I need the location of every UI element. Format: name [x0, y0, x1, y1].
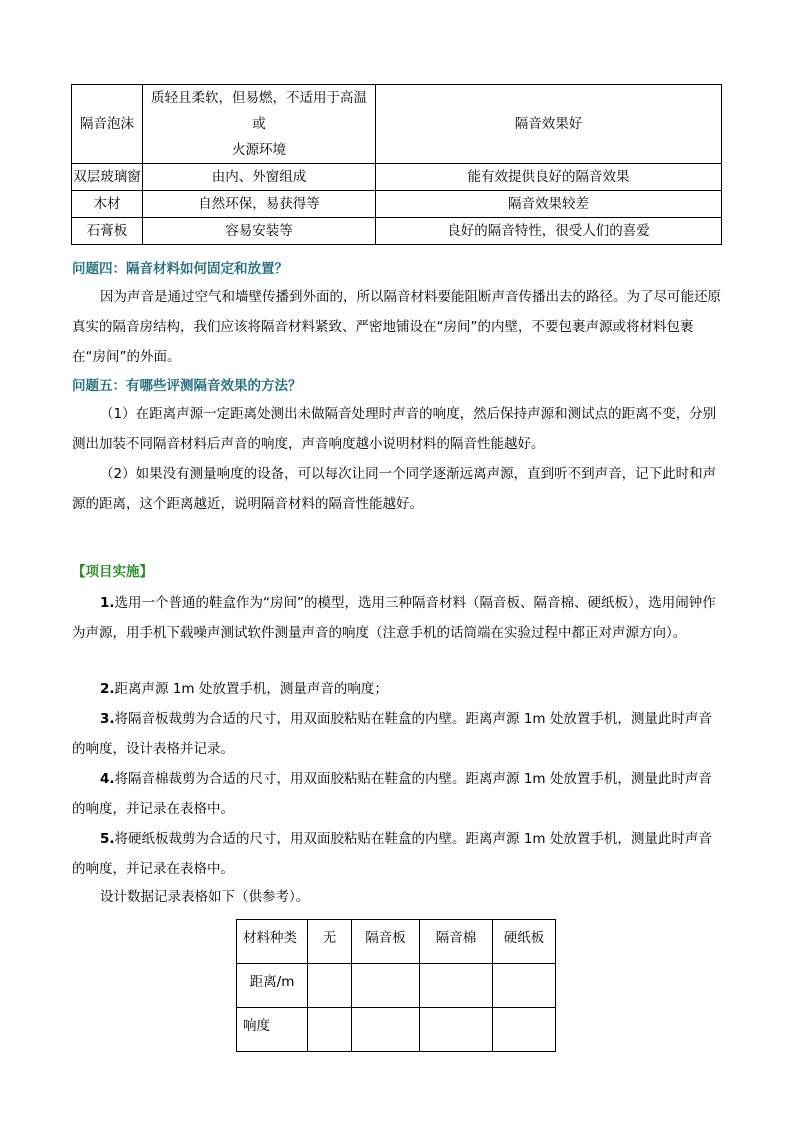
record-row-label: 响度	[237, 1008, 308, 1052]
material-desc-cell: 由内、外窗组成	[143, 164, 376, 191]
step-3	[72, 704, 722, 764]
record-empty-cell	[308, 964, 352, 1008]
material-name-cell: 木材	[72, 191, 143, 218]
table-row	[72, 218, 722, 245]
material-effect-cell: 隔音效果较差	[376, 191, 722, 218]
table-row	[72, 191, 722, 218]
material-desc-cell: 容易安装等	[143, 218, 376, 245]
question-five-answer-1: （1）在距离声源一定距离处测出未做隔音处理时声音的响度，然后保持声源和测试点的距离不变，分别测出加装不同隔音材料后声音的响度，声音响度越小说明材料的隔音性能越好。	[72, 406, 717, 452]
step-text: 将硬纸板裁剪为合适的尺寸，用双面胶粘贴在鞋盒的内壁。距离声源 1m 处放置手机，测量此时声音的响度，并记录在表格中。	[72, 831, 712, 877]
table-row	[72, 164, 722, 191]
table-row	[237, 964, 556, 1008]
table-row	[237, 920, 556, 964]
record-header-cell: 隔音棉	[420, 920, 493, 964]
record-empty-cell	[352, 964, 420, 1008]
record-empty-cell	[420, 1008, 493, 1052]
table-intro: 设计数据记录表格如下（供参考）。	[100, 889, 310, 905]
materials-table	[71, 84, 722, 245]
record-header-cell: 材料种类	[237, 920, 308, 964]
question-four-heading: 问题四：隔音材料如何固定和放置？	[72, 261, 288, 277]
material-name-cell: 石膏板	[72, 218, 143, 245]
record-header-cell: 硬纸板	[493, 920, 556, 964]
material-name-cell: 双层玻璃窗	[72, 164, 143, 191]
material-effect-cell: 隔音效果好	[376, 85, 722, 164]
record-empty-cell	[493, 964, 556, 1008]
record-empty-cell	[308, 1008, 352, 1052]
record-empty-cell	[352, 1008, 420, 1052]
step-text: 将隔音板裁剪为合适的尺寸，用双面胶粘贴在鞋盒的内壁。距离声源 1m 处放置手机，测量此时声音的响度，设计表格并记录。	[72, 711, 712, 757]
record-table	[236, 919, 556, 1052]
material-desc-cell: 自然环保，易获得等	[143, 191, 376, 218]
record-row-label: 距离/m	[237, 964, 308, 1008]
record-empty-cell	[420, 964, 493, 1008]
material-desc-line: 火源环境	[232, 142, 286, 158]
question-five-answer-2: （2）如果没有测量响度的设备，可以每次让同一个同学逐渐远离声源，直到听不到声音，记下此时和声源的距离，这个距离越近，说明隔音材料的隔音性能越好。	[72, 466, 717, 512]
table-row	[237, 1008, 556, 1052]
material-name-cell: 隔音泡沫	[72, 85, 143, 164]
step-number: 2.	[100, 681, 115, 697]
step-number: 3.	[100, 711, 115, 727]
step-text: 将隔音棉裁剪为合适的尺寸，用双面胶粘贴在鞋盒的内壁。距离声源 1m 处放置手机，测量此时声音的响度，并记录在表格中。	[72, 771, 712, 817]
step-number: 1.	[100, 595, 115, 611]
table-row	[72, 85, 722, 164]
step-text: 选用一个普通的鞋盒作为“房间”的模型，选用三种隔音材料（隔音板、隔音棉、硬纸板），选用闹钟作为声源，用手机下载噪声测试软件测量声音的响度（注意手机的话筒端在实验过程中都正对声源方向）。	[72, 595, 716, 641]
step-1	[72, 588, 722, 648]
record-empty-cell	[493, 1008, 556, 1052]
step-2	[72, 674, 722, 704]
record-header-cell: 隔音板	[352, 920, 420, 964]
record-header-cell: 无	[308, 920, 352, 964]
question-five-heading: 问题五：有哪些评测隔音效果的方法？	[72, 378, 302, 394]
step-number: 4.	[100, 771, 115, 787]
step-number: 5.	[100, 831, 115, 847]
material-desc-line: 质轻且柔软，但易燃，不适用于高温或	[151, 90, 367, 132]
step-text: 距离声源 1m 处放置手机，测量声音的响度；	[114, 681, 388, 697]
step-4	[72, 764, 722, 824]
question-four-answer: 因为声音是通过空气和墙壁传播到外面的，所以隔音材料要能阻断声音传播出去的路径。为了尽可能还原真实的隔音房结构，我们应该将隔音材料紧致、严密地铺设在“房间”的内壁，不要包裹声源或将材料包裹在“房间”的外面。	[72, 289, 721, 365]
material-effect-cell: 能有效提供良好的隔音效果	[376, 164, 722, 191]
material-effect-cell: 良好的隔音特性，很受人们的喜爱	[376, 218, 722, 245]
material-desc-cell	[143, 85, 376, 164]
step-5	[72, 824, 722, 884]
implementation-heading: 【项目实施】	[72, 564, 153, 580]
